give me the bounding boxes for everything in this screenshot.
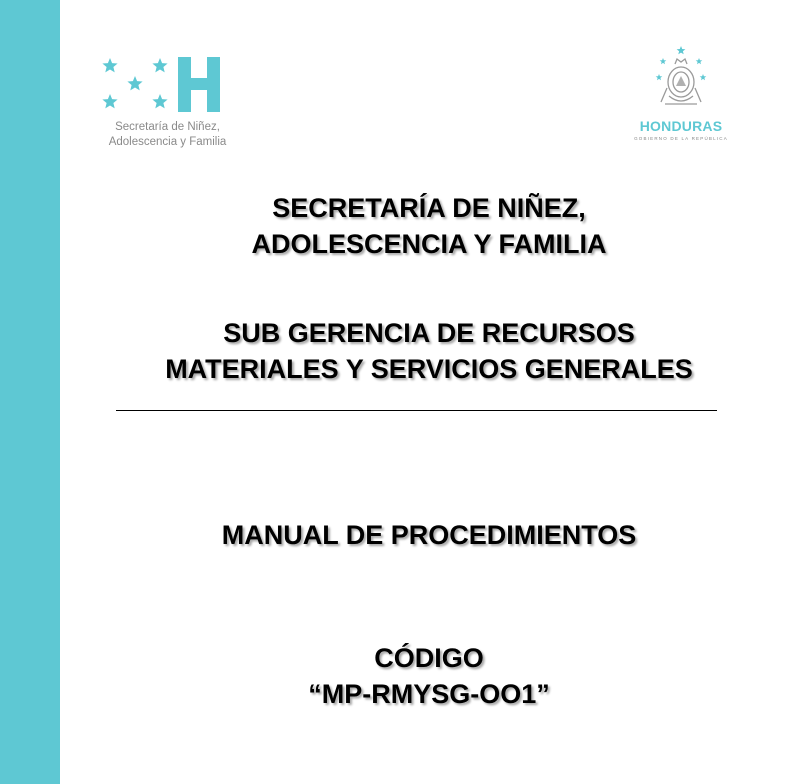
document-type-title	[60, 517, 798, 553]
document-code-block	[60, 640, 798, 712]
side-accent-band	[0, 0, 60, 784]
department-title-line2: MATERIALES Y SERVICIOS GENERALES	[165, 354, 693, 384]
coat-of-arms-icon	[653, 44, 709, 114]
document-code-label: CÓDIGO	[374, 643, 484, 673]
organization-title-line2: ADOLESCENCIA Y FAMILIA	[251, 229, 607, 259]
document-code-value: “MP-RMYSG-OO1”	[308, 679, 550, 709]
organization-title	[60, 190, 798, 262]
secretaria-logo-line1: Secretaría de Niñez,	[115, 121, 220, 133]
department-title	[60, 315, 798, 387]
secretaria-logo	[98, 54, 233, 154]
organization-title-line1: SECRETARÍA DE NIÑEZ,	[272, 193, 586, 223]
divider-line	[116, 410, 717, 411]
honduras-name: HONDURAS	[639, 118, 723, 134]
h-stars-logo-icon	[98, 54, 228, 120]
honduras-logo	[628, 44, 738, 144]
secretaria-logo-text	[100, 120, 235, 150]
honduras-subtitle: GOBIERNO DE LA REPÚBLICA	[634, 136, 728, 141]
document-type-text: MANUAL DE PROCEDIMIENTOS	[221, 520, 637, 550]
department-title-line1: SUB GERENCIA DE RECURSOS	[223, 318, 635, 348]
secretaria-logo-line2: Adolescencia y Familia	[108, 136, 227, 148]
